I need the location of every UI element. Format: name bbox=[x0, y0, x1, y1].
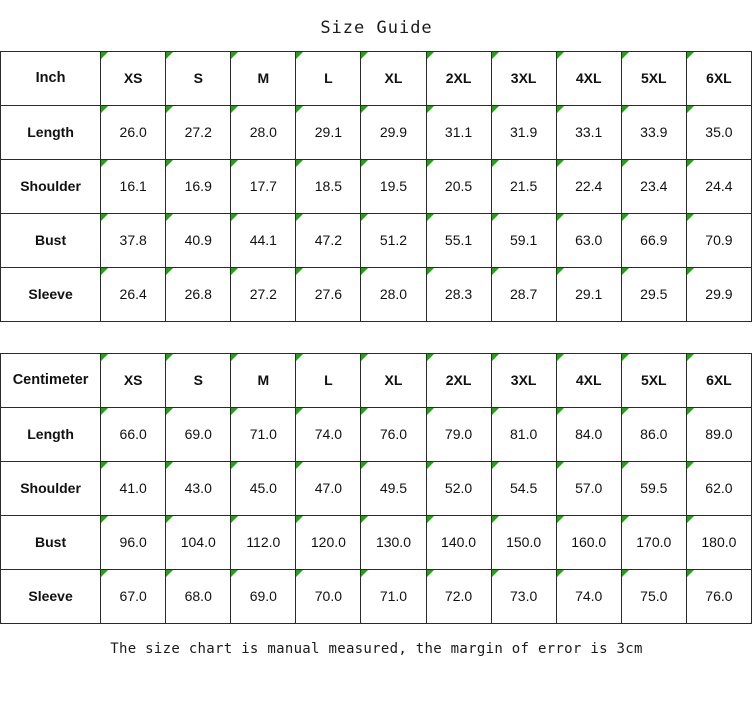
cell-value: 59.1 bbox=[491, 213, 556, 267]
cell-value: 66.9 bbox=[621, 213, 686, 267]
cell-value: 29.9 bbox=[361, 105, 426, 159]
size-header-l: L bbox=[296, 51, 361, 105]
cell-value: 66.0 bbox=[101, 407, 166, 461]
size-header-5xl: 5XL bbox=[621, 353, 686, 407]
cell-value: 72.0 bbox=[426, 569, 491, 623]
cell-value: 70.0 bbox=[296, 569, 361, 623]
table-header-row bbox=[1, 353, 752, 407]
cell-value: 52.0 bbox=[426, 461, 491, 515]
table-row bbox=[1, 569, 752, 623]
cell-value: 28.3 bbox=[426, 267, 491, 321]
measure-label-sleeve: Sleeve bbox=[1, 267, 101, 321]
cell-value: 26.8 bbox=[166, 267, 231, 321]
cell-value: 86.0 bbox=[621, 407, 686, 461]
cell-value: 89.0 bbox=[686, 407, 751, 461]
size-table-inch bbox=[0, 51, 752, 322]
cell-value: 74.0 bbox=[556, 569, 621, 623]
cell-value: 180.0 bbox=[686, 515, 751, 569]
measure-label-bust: Bust bbox=[1, 515, 101, 569]
cell-value: 68.0 bbox=[166, 569, 231, 623]
size-header-5xl: 5XL bbox=[621, 51, 686, 105]
cell-value: 170.0 bbox=[621, 515, 686, 569]
cell-value: 74.0 bbox=[296, 407, 361, 461]
cell-value: 23.4 bbox=[621, 159, 686, 213]
cell-value: 47.0 bbox=[296, 461, 361, 515]
cell-value: 21.5 bbox=[491, 159, 556, 213]
cell-value: 71.0 bbox=[231, 407, 296, 461]
cell-value: 160.0 bbox=[556, 515, 621, 569]
size-header-s: S bbox=[166, 353, 231, 407]
cell-value: 31.1 bbox=[426, 105, 491, 159]
size-header-3xl: 3XL bbox=[491, 353, 556, 407]
cell-value: 16.9 bbox=[166, 159, 231, 213]
cell-value: 22.4 bbox=[556, 159, 621, 213]
size-table-centimeter bbox=[0, 353, 752, 624]
cell-value: 59.5 bbox=[621, 461, 686, 515]
cell-value: 96.0 bbox=[101, 515, 166, 569]
cell-value: 62.0 bbox=[686, 461, 751, 515]
measure-label-shoulder: Shoulder bbox=[1, 159, 101, 213]
cell-value: 28.0 bbox=[231, 105, 296, 159]
size-header-xs: XS bbox=[101, 353, 166, 407]
cell-value: 17.7 bbox=[231, 159, 296, 213]
size-header-m: M bbox=[231, 353, 296, 407]
table-row bbox=[1, 105, 752, 159]
measure-label-bust: Bust bbox=[1, 213, 101, 267]
cell-value: 28.0 bbox=[361, 267, 426, 321]
measure-label-length: Length bbox=[1, 407, 101, 461]
size-header-xl: XL bbox=[361, 353, 426, 407]
size-header-6xl: 6XL bbox=[686, 353, 751, 407]
cell-value: 27.2 bbox=[166, 105, 231, 159]
cell-value: 69.0 bbox=[231, 569, 296, 623]
unit-label-centimeter: Centimeter bbox=[1, 353, 101, 407]
cell-value: 26.0 bbox=[101, 105, 166, 159]
table-row bbox=[1, 515, 752, 569]
table-row bbox=[1, 267, 752, 321]
cell-value: 27.2 bbox=[231, 267, 296, 321]
cell-value: 24.4 bbox=[686, 159, 751, 213]
table-divider bbox=[0, 322, 753, 353]
cell-value: 16.1 bbox=[101, 159, 166, 213]
size-header-6xl: 6XL bbox=[686, 51, 751, 105]
size-header-3xl: 3XL bbox=[491, 51, 556, 105]
size-header-xl: XL bbox=[361, 51, 426, 105]
cell-value: 69.0 bbox=[166, 407, 231, 461]
cell-value: 81.0 bbox=[491, 407, 556, 461]
measure-label-length: Length bbox=[1, 105, 101, 159]
cell-value: 54.5 bbox=[491, 461, 556, 515]
cell-value: 29.9 bbox=[686, 267, 751, 321]
measure-label-sleeve: Sleeve bbox=[1, 569, 101, 623]
cell-value: 79.0 bbox=[426, 407, 491, 461]
cell-value: 31.9 bbox=[491, 105, 556, 159]
cell-value: 70.9 bbox=[686, 213, 751, 267]
cell-value: 150.0 bbox=[491, 515, 556, 569]
size-header-xs: XS bbox=[101, 51, 166, 105]
cell-value: 130.0 bbox=[361, 515, 426, 569]
cell-value: 20.5 bbox=[426, 159, 491, 213]
cell-value: 18.5 bbox=[296, 159, 361, 213]
cell-value: 55.1 bbox=[426, 213, 491, 267]
cell-value: 112.0 bbox=[231, 515, 296, 569]
cell-value: 76.0 bbox=[361, 407, 426, 461]
cell-value: 63.0 bbox=[556, 213, 621, 267]
cell-value: 43.0 bbox=[166, 461, 231, 515]
cell-value: 76.0 bbox=[686, 569, 751, 623]
cell-value: 57.0 bbox=[556, 461, 621, 515]
cell-value: 28.7 bbox=[491, 267, 556, 321]
cell-value: 45.0 bbox=[231, 461, 296, 515]
cell-value: 84.0 bbox=[556, 407, 621, 461]
cell-value: 27.6 bbox=[296, 267, 361, 321]
cell-value: 120.0 bbox=[296, 515, 361, 569]
table-row bbox=[1, 213, 752, 267]
table-row bbox=[1, 461, 752, 515]
table-row bbox=[1, 159, 752, 213]
cell-value: 29.1 bbox=[556, 267, 621, 321]
page-title: Size Guide bbox=[320, 18, 433, 38]
cell-value: 29.1 bbox=[296, 105, 361, 159]
cell-value: 71.0 bbox=[361, 569, 426, 623]
cell-value: 73.0 bbox=[491, 569, 556, 623]
measure-label-shoulder: Shoulder bbox=[1, 461, 101, 515]
size-header-4xl: 4XL bbox=[556, 51, 621, 105]
table-row bbox=[1, 407, 752, 461]
cell-value: 40.9 bbox=[166, 213, 231, 267]
cell-value: 19.5 bbox=[361, 159, 426, 213]
cell-value: 33.1 bbox=[556, 105, 621, 159]
unit-label-inch: Inch bbox=[1, 51, 101, 105]
cell-value: 51.2 bbox=[361, 213, 426, 267]
size-header-4xl: 4XL bbox=[556, 353, 621, 407]
cell-value: 41.0 bbox=[101, 461, 166, 515]
cell-value: 29.5 bbox=[621, 267, 686, 321]
measurement-disclaimer: The size chart is manual measured, the margin of error is 3cm bbox=[110, 640, 643, 657]
size-header-2xl: 2XL bbox=[426, 51, 491, 105]
size-header-l: L bbox=[296, 353, 361, 407]
size-header-s: S bbox=[166, 51, 231, 105]
cell-value: 140.0 bbox=[426, 515, 491, 569]
cell-value: 44.1 bbox=[231, 213, 296, 267]
table-header-row bbox=[1, 51, 752, 105]
cell-value: 67.0 bbox=[101, 569, 166, 623]
cell-value: 35.0 bbox=[686, 105, 751, 159]
cell-value: 37.8 bbox=[101, 213, 166, 267]
cell-value: 104.0 bbox=[166, 515, 231, 569]
cell-value: 33.9 bbox=[621, 105, 686, 159]
cell-value: 47.2 bbox=[296, 213, 361, 267]
cell-value: 26.4 bbox=[101, 267, 166, 321]
size-header-m: M bbox=[231, 51, 296, 105]
cell-value: 75.0 bbox=[621, 569, 686, 623]
size-header-2xl: 2XL bbox=[426, 353, 491, 407]
cell-value: 49.5 bbox=[361, 461, 426, 515]
